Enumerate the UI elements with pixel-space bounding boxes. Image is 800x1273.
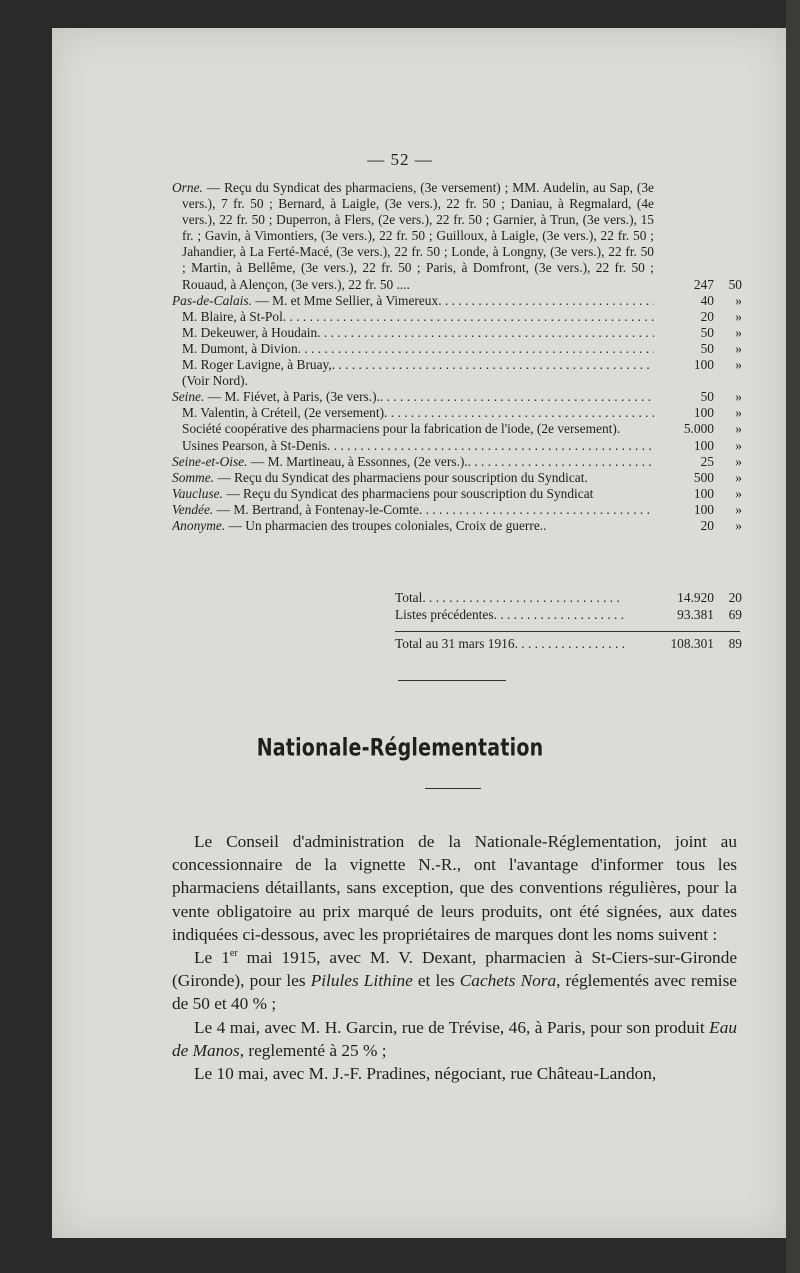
- entry-amount: 100: [693, 501, 714, 517]
- grand-total-amount: 108.301: [670, 636, 714, 651]
- list-item: [172, 293, 742, 309]
- leader-dots: [384, 405, 654, 421]
- entry-text: — Reçu du Syndicat des pharmaciens pour souscription du Syndicat: [226, 485, 594, 501]
- entry-amount: 40: [700, 292, 714, 308]
- entry-place: Somme.: [172, 469, 215, 485]
- entry-text: — M. Fiévet, à Paris, (3e vers.).: [207, 389, 380, 405]
- entry-text: — M. Bertrand, à Fontenay-le-Comte: [216, 501, 419, 517]
- list-item: [172, 389, 742, 405]
- entry-place: Vaucluse.: [172, 485, 223, 501]
- entry-text: — Un pharmacien des troupes coloniales, Croix de guerre..: [228, 517, 547, 533]
- page-number: — 52 —: [367, 150, 433, 169]
- entry-amount: 500: [693, 469, 714, 485]
- leader-dots: [317, 325, 654, 341]
- entry-cents: »: [735, 453, 742, 469]
- entry-text: (Voir Nord).: [182, 373, 248, 389]
- entry-place: Vendée.: [172, 501, 214, 517]
- entry-cents: »: [735, 292, 742, 308]
- entry-amount: 5.000: [683, 421, 714, 437]
- leader-dots: [468, 454, 654, 470]
- total-cents: 20: [728, 590, 742, 605]
- entry-text: M. Valentin, à Créteil, (2e versement): [182, 405, 385, 421]
- entry-amount: 20: [700, 308, 714, 324]
- total-label: Listes précédentes: [395, 606, 494, 622]
- entry-text: M. Roger Lavigne, à Bruay,: [182, 357, 332, 373]
- article-body: [172, 830, 737, 1085]
- list-item: [172, 180, 742, 293]
- donation-list: [172, 180, 742, 534]
- leader-dots: [515, 636, 624, 653]
- entry-amount: 247: [693, 276, 714, 292]
- entry-place: Pas-de-Calais.: [172, 292, 252, 308]
- list-item: [172, 454, 742, 470]
- leader-dots: [494, 607, 624, 624]
- list-item: [172, 518, 742, 534]
- entry-cents: »: [735, 469, 742, 485]
- page-edge: [786, 0, 800, 1273]
- entry-amount: 100: [693, 485, 714, 501]
- entry-cents: 50: [728, 276, 742, 292]
- paragraph: Le Conseil d'administration de la Nationale-Réglementation, joint au concessionnaire de la vignette N.-R., ont l'avantage d'informer tous les pharmaciens détaillants, sans exception, que des conventions régulières, pour la vente obligatoire au prix marqué de leurs produits, ont été signées, aux dates indiquées ci-dessous, avec les propriétaires de marques dont les noms suivent :: [172, 832, 737, 944]
- entry-place: Seine-et-Oise.: [172, 453, 248, 469]
- entry-amount: 100: [693, 437, 714, 453]
- entry-cents: »: [735, 517, 742, 533]
- entry-amount: 50: [700, 340, 714, 356]
- leader-dots: [438, 293, 654, 309]
- list-item: [172, 309, 742, 325]
- entry-text: — M. et Mme Sellier, à Vimereux: [255, 292, 439, 308]
- paragraph: Le 4 mai, avec M. H. Garcin, rue de Trévise, 46, à Paris, pour son produit Eau de Manos, reglementé à 25 % ;: [172, 1017, 737, 1060]
- list-item: [172, 405, 742, 421]
- divider: [395, 631, 740, 632]
- grand-total-cents: 89: [728, 636, 742, 651]
- entry-text: M. Blaire, à St-Pol: [182, 308, 283, 324]
- total-amount: 93.381: [677, 606, 714, 622]
- entry-cents: »: [735, 357, 742, 373]
- leader-dots: [332, 357, 654, 373]
- entry-text: M. Dekeuwer, à Houdain: [182, 324, 318, 340]
- entry-cents: »: [735, 324, 742, 340]
- list-item: [172, 486, 742, 502]
- list-item: [172, 421, 742, 437]
- total-row: [395, 607, 742, 624]
- leader-dots: [380, 389, 654, 405]
- list-item: [172, 325, 742, 341]
- entry-text: Usines Pearson, à St-Denis: [182, 437, 328, 453]
- entry-cents: »: [735, 340, 742, 356]
- list-item: [172, 357, 742, 373]
- section-heading: Nationale-Réglementation: [256, 734, 544, 762]
- entry-text: — Reçu du Syndicat des pharmaciens pour souscription du Syndicat.: [217, 469, 588, 485]
- leader-dots: [298, 341, 654, 357]
- entry-cents: »: [735, 437, 742, 453]
- entry-amount: 50: [700, 389, 714, 405]
- leader-dots: [327, 438, 654, 454]
- entry-amount: 25: [700, 453, 714, 469]
- list-item: [172, 341, 742, 357]
- leader-dots: [283, 309, 654, 325]
- entry-text: — M. Martineau, à Essonnes, (2e vers.).: [250, 453, 468, 469]
- entry-text: Société coopérative des pharmaciens pour la fabrication de l'iode, (2e versement).: [182, 421, 621, 437]
- grand-total-row: [395, 636, 742, 653]
- entry-cents: »: [735, 485, 742, 501]
- entry-cents: »: [735, 501, 742, 517]
- total-row: [395, 590, 742, 607]
- entry-cents: »: [735, 405, 742, 421]
- paragraph: Le 10 mai, avec M. J.-F. Pradines, négociant, rue Château-Landon,: [194, 1064, 657, 1084]
- entry-amount: 100: [693, 405, 714, 421]
- paragraph: Le 1er mai 1915, avec M. V. Dexant, pharmacien à St-Ciers-sur-Gironde (Gironde), pour les Pilules Lithine et les Cachets Nora, réglementés avec remise de 50 et 40 % ;: [172, 948, 738, 1014]
- total-amount: 14.920: [677, 590, 714, 605]
- entry-text: — Reçu du Syndicat des pharmaciens, (3e versement) ; MM. Audelin, au Sap, (3e vers.), 7 fr. 50 ; Bernard, à Laigle, (3e vers.), 22 fr. 50 ; Daniau, à Regmalard, (4e vers.), 22 fr. 50 ; Duperron, à Flers, (2e vers.), 22 fr. 50 ; Garnier, à Trun, (3e vers.), 15 fr. ; Gavin, à Vimontiers, (3e vers.), 22 fr. 50 ; Guilloux, à Laigle, (3e vers.), 22 fr. 50 ; Jahandier, à La Ferté-Macé, (3e vers.), 22 fr. 50 ; Londe, à Longny, (3e vers.), 22 fr. 50 ; Martin, à Bellême, (3e vers.), 22 fr. 50 ; Paris, à Domfront, (3e vers.), 22 fr. 50 ; Rouaud, à Alençon, (3e vers.), 22 fr. 50 ....: [182, 180, 654, 292]
- entry-cents: »: [735, 308, 742, 324]
- total-cents: 69: [728, 606, 742, 622]
- entry-amount: 50: [700, 324, 714, 340]
- entry-cents: »: [735, 389, 742, 405]
- entry-cents: »: [735, 421, 742, 437]
- entry-place: Anonyme.: [172, 517, 226, 533]
- entry-place: Seine.: [172, 389, 205, 405]
- entry-text: M. Dumont, à Divion: [182, 340, 298, 356]
- totals-block: [395, 590, 742, 653]
- entry-place: Orne.: [172, 180, 203, 195]
- leader-dots: [419, 502, 654, 518]
- list-item: [172, 438, 742, 454]
- list-item: [172, 502, 742, 518]
- list-item: [172, 373, 742, 389]
- grand-total-label: Total au 31 mars 1916: [395, 636, 515, 651]
- list-item: [172, 470, 742, 486]
- total-label: Total: [395, 590, 423, 605]
- leader-dots: [422, 590, 624, 607]
- entry-amount: 20: [700, 517, 714, 533]
- divider: [398, 680, 506, 681]
- divider: [425, 788, 481, 789]
- entry-amount: 100: [693, 357, 714, 373]
